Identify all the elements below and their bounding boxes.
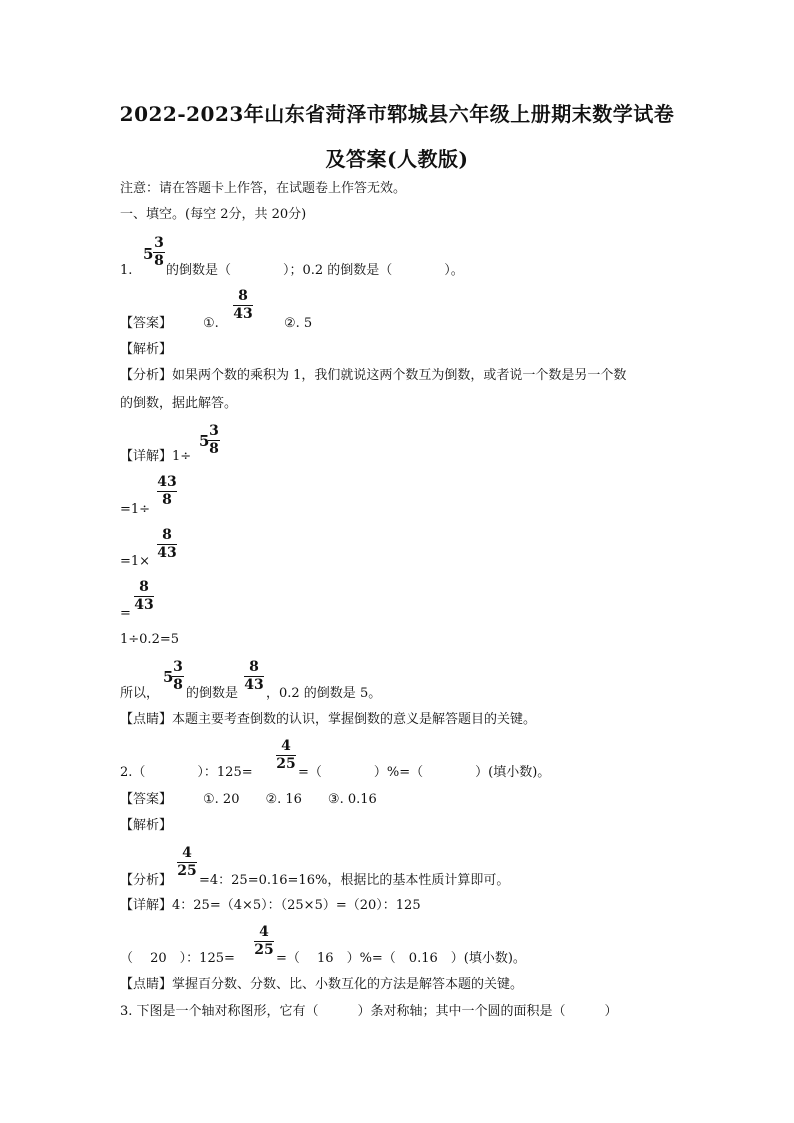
q1-step4-den: 43: [134, 597, 154, 613]
q1-detail-mixed-num: 3: [209, 423, 219, 439]
notice-text: 注意：请在答题卡上作答，在试题卷上作答无效。: [120, 181, 407, 196]
q1-conclusion-mid: 的倒数是: [186, 686, 239, 701]
q1-step3-den: 43: [157, 545, 177, 561]
q2-detail: 【详解】4：25=（4×5）：（25×5）=（20）：125: [120, 898, 421, 913]
q2-fill-fraction: [254, 925, 274, 958]
q1-detail-line: 【详解】1÷: [120, 449, 192, 464]
q2-fill-a: （ 20 ）：125=: [120, 951, 235, 966]
q2-dianjing: 【点睛】掌握百分数、分数、比、小数互化的方法是解答本题的关键。: [120, 977, 524, 992]
q1-question-text: 的倒数是（ ）；0.2 的倒数是（ ）。: [166, 263, 464, 278]
q2-question-num: 4: [281, 738, 291, 754]
q1-mixed-den: 8: [154, 253, 164, 269]
q2-fenxi-prefix: 【分析】: [120, 873, 173, 888]
q1-detail-mixed-whole: 5: [199, 432, 210, 450]
q1-answer1-marker: ①.: [203, 316, 219, 331]
q2-fenxi-rest: =4：25=0.16=16%，根据比的基本性质计算即可。: [199, 873, 510, 888]
q1-detail-mixed-fraction: [208, 424, 220, 457]
q1-number: 1.: [120, 263, 133, 278]
q1-step5: 1÷0.2=5: [120, 632, 180, 647]
q2-fill-num: 4: [259, 924, 269, 940]
q1-answer1-num: 8: [238, 288, 248, 304]
q2-fill-den: 25: [254, 942, 274, 958]
q1-mixed-fraction: [153, 236, 165, 269]
document-title-line1: 2022-2023年山东省菏泽市郓城县六年级上册期末数学试卷: [119, 102, 675, 126]
q2-question-text-b: =（ ）%=（ ）(填小数)。: [298, 765, 551, 780]
q1-step3-fraction: [157, 528, 177, 561]
q1-detail-mixed-den: 8: [209, 441, 219, 457]
q2-analysis-label: 【解析】: [120, 818, 173, 833]
q1-step2-prefix: =1÷: [120, 502, 151, 517]
q2-fenxi-num: 4: [182, 845, 192, 861]
q1-conclusion-end: ，0.2 的倒数是 5。: [266, 686, 382, 701]
q2-fenxi-den: 25: [177, 863, 197, 879]
q1-analysis-label: 【解析】: [120, 342, 173, 357]
q1-step2-fraction: [157, 475, 177, 508]
q2-answer-label: 【答案】: [120, 792, 173, 807]
q1-step2-num: 43: [157, 474, 177, 490]
q2-question-text-a: 2.（ ）：125=: [120, 765, 253, 780]
q1-step3-num: 8: [162, 527, 172, 543]
q1-mixed-num: 3: [154, 235, 164, 251]
q1-answer1-fraction: [233, 289, 253, 322]
q2-fenxi-fraction: [177, 846, 197, 879]
q1-dianjing: 【点睛】本题主要考查倒数的认识，掌握倒数的意义是解答题目的关键。: [120, 712, 537, 727]
q1-conclusion-mixed-fraction: [172, 660, 184, 693]
q1-fenxi-line1: 【分析】如果两个数的乘积为 1，我们就说这两个数互为倒数，或者说一个数是另一个数: [120, 368, 627, 383]
q2-answers: ①. 20 ②. 16 ③. 0.16: [203, 792, 377, 807]
q1-fenxi-line2: 的倒数，据此解答。: [120, 396, 238, 411]
q1-conclusion-fraction: [244, 660, 264, 693]
q1-step4-num: 8: [139, 579, 149, 595]
q1-step4-prefix: =: [120, 606, 131, 621]
q1-step3-prefix: =1×: [120, 554, 151, 569]
q1-answer1-den: 43: [233, 306, 253, 322]
q1-step2-den: 8: [162, 492, 172, 508]
q1-conclusion-mixed-whole: 5: [163, 668, 174, 686]
q1-conclusion-den: 43: [244, 677, 264, 693]
q2-question-fraction: [276, 739, 296, 772]
q1-answer2: ②. 5: [284, 316, 313, 331]
q1-mixed-whole: 5: [143, 245, 154, 263]
q1-step4-fraction: [134, 580, 154, 613]
q2-question-den: 25: [276, 756, 296, 772]
q1-conclusion-mixed-den: 8: [173, 677, 183, 693]
section-heading: 一、填空。(每空 2分，共 20分): [120, 207, 307, 222]
document-title-line2: 及答案(人教版): [325, 147, 469, 171]
q1-answer-label: 【答案】: [120, 316, 173, 331]
q1-conclusion-num: 8: [249, 659, 259, 675]
q3-question-text: 3. 下图是一个轴对称图形，它有（ ）条对称轴；其中一个圆的面积是（ ）: [120, 1004, 618, 1019]
q1-conclusion-mixed-num: 3: [173, 659, 183, 675]
q1-conclusion-prefix: 所以，: [120, 686, 160, 701]
q2-fill-b: =（ 16 ）%=（ 0.16 ）(填小数)。: [276, 951, 526, 966]
